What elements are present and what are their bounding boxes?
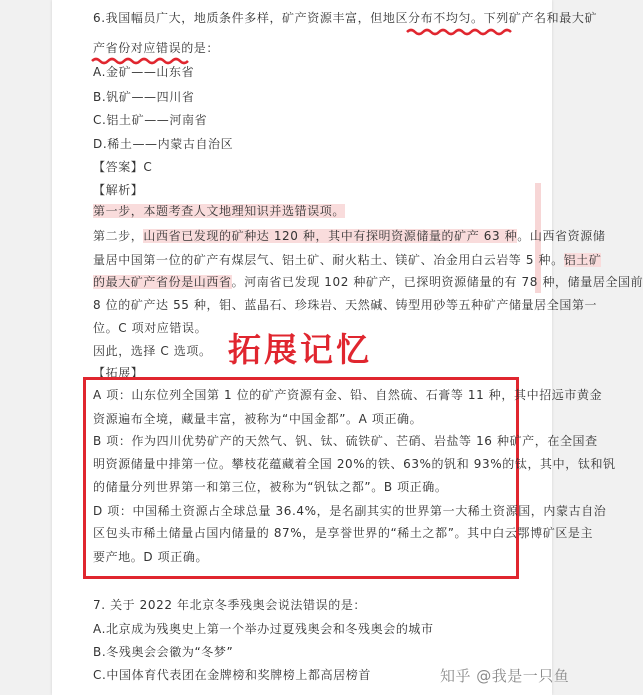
q6-stem-line1 (93, 9, 597, 27)
q6-stem-line2: 产省份对应错误的是： (93, 41, 220, 55)
zhihu-watermark: 知乎 @我是一只鱼 (440, 667, 570, 685)
analysis-line3-highlight: 铝土矿 (563, 253, 602, 267)
analysis-line4-highlight: 的最大矿产省份是山西省 (93, 275, 232, 289)
extension-line-8: 要产地。D 项正确。 (93, 550, 209, 564)
analysis-conclusion: 因此，选择 C 选项。 (93, 344, 212, 358)
analysis-line3-text: 量居中国第一位的矿产有煤层气、铝土矿、耐火粘土、镁矿、冶金用白云岩等 5 种。 (93, 253, 564, 267)
q6-stem-part2: 下列矿产名和最大矿 (483, 11, 598, 25)
extension-line-7: 区包头市稀土储量占国内储量的 87%，是享誉世界的“稀土之都”。其中白云鄂博矿区是主 (93, 526, 594, 540)
analysis-line4 (93, 273, 643, 291)
q6-option-d: D.稀土——内蒙古自治区 (93, 137, 234, 151)
q6-stem-part1: 6.我国幅员广大，地质条件多样，矿产资源丰富，但地区分布不均匀。 (93, 11, 484, 25)
extension-heading: 【拓展】 (93, 366, 144, 380)
analysis-line4-rest: 。河南省已发现 102 种矿产，已探明资源储量的有 78 种，储量居全国前 (231, 275, 643, 289)
analysis-line5: 8 位的矿产达 55 种，钼、蓝晶石、珍珠岩、天然碱、铸型用砂等五种矿产储量居全国第一 (93, 298, 598, 312)
extension-line-2: 资源遍布全境，藏量丰富，被称为“中国金都”。A 项正确。 (93, 412, 423, 426)
extension-memory-stamp: 拓展记忆 (228, 330, 372, 369)
q7-stem: 7. 关于 2022 年北京冬季残奥会说法错误的是： (93, 598, 367, 612)
q7-option-b: B.冬残奥会会徽为“冬梦” (93, 645, 234, 659)
analysis-step2-rest: 。山西省资源储 (517, 229, 606, 243)
extension-line-5: 的储量分列世界第一和第三位，被称为“钒钛之都”。B 项正确。 (93, 480, 448, 494)
q6-option-c: C.铝土矿——河南省 (93, 113, 208, 127)
q6-option-a: A.金矿——山东省 (93, 65, 195, 79)
extension-line-1: A 项：山东位列全国第 1 位的矿产资源有金、铅、自然硫、石膏等 11 种，其中招远市黄金 (93, 388, 603, 402)
red-squiggle-underline-1 (405, 27, 515, 37)
analysis-step2-highlight: 山西省已发现的矿种达 120 种，其中有探明资源储量的矿产 63 种 (143, 229, 518, 243)
analysis-line3 (93, 251, 601, 269)
q6-answer: 【答案】C (93, 160, 153, 174)
analysis-step1-highlight: 第一步，本题考查人文地理知识并选错误项。 (93, 204, 346, 218)
extension-line-4: 明资源储量中排第一位。攀枝花蕴藏着全国 20%的铁、63%的钒和 93%的钛，其中，钛和钒 (93, 457, 616, 471)
analysis-step1 (93, 202, 345, 220)
extension-line-3: B 项：作为四川优势矿产的天然气、钒、钛、硫铁矿、芒硝、岩盐等 16 种矿产，在全国查 (93, 434, 598, 448)
q7-option-c: C.中国体育代表团在金牌榜和奖牌榜上都高居榜首 (93, 668, 371, 682)
extension-line-6: D 项：中国稀土资源占全球总量 36.4%，是名副其实的世界第一大稀土资源国，内蒙古自治 (93, 504, 607, 518)
q6-analysis-heading: 【解析】 (93, 183, 144, 197)
analysis-line6: 位。C 项对应错误。 (93, 321, 208, 335)
analysis-step2-prefix: 第二步， (93, 229, 144, 243)
analysis-step2-line (93, 227, 605, 245)
q7-option-a: A.北京成为残奥史上第一个举办过夏残奥会和冬残奥会的城市 (93, 622, 434, 636)
q6-option-b: B.钒矿——四川省 (93, 90, 195, 104)
